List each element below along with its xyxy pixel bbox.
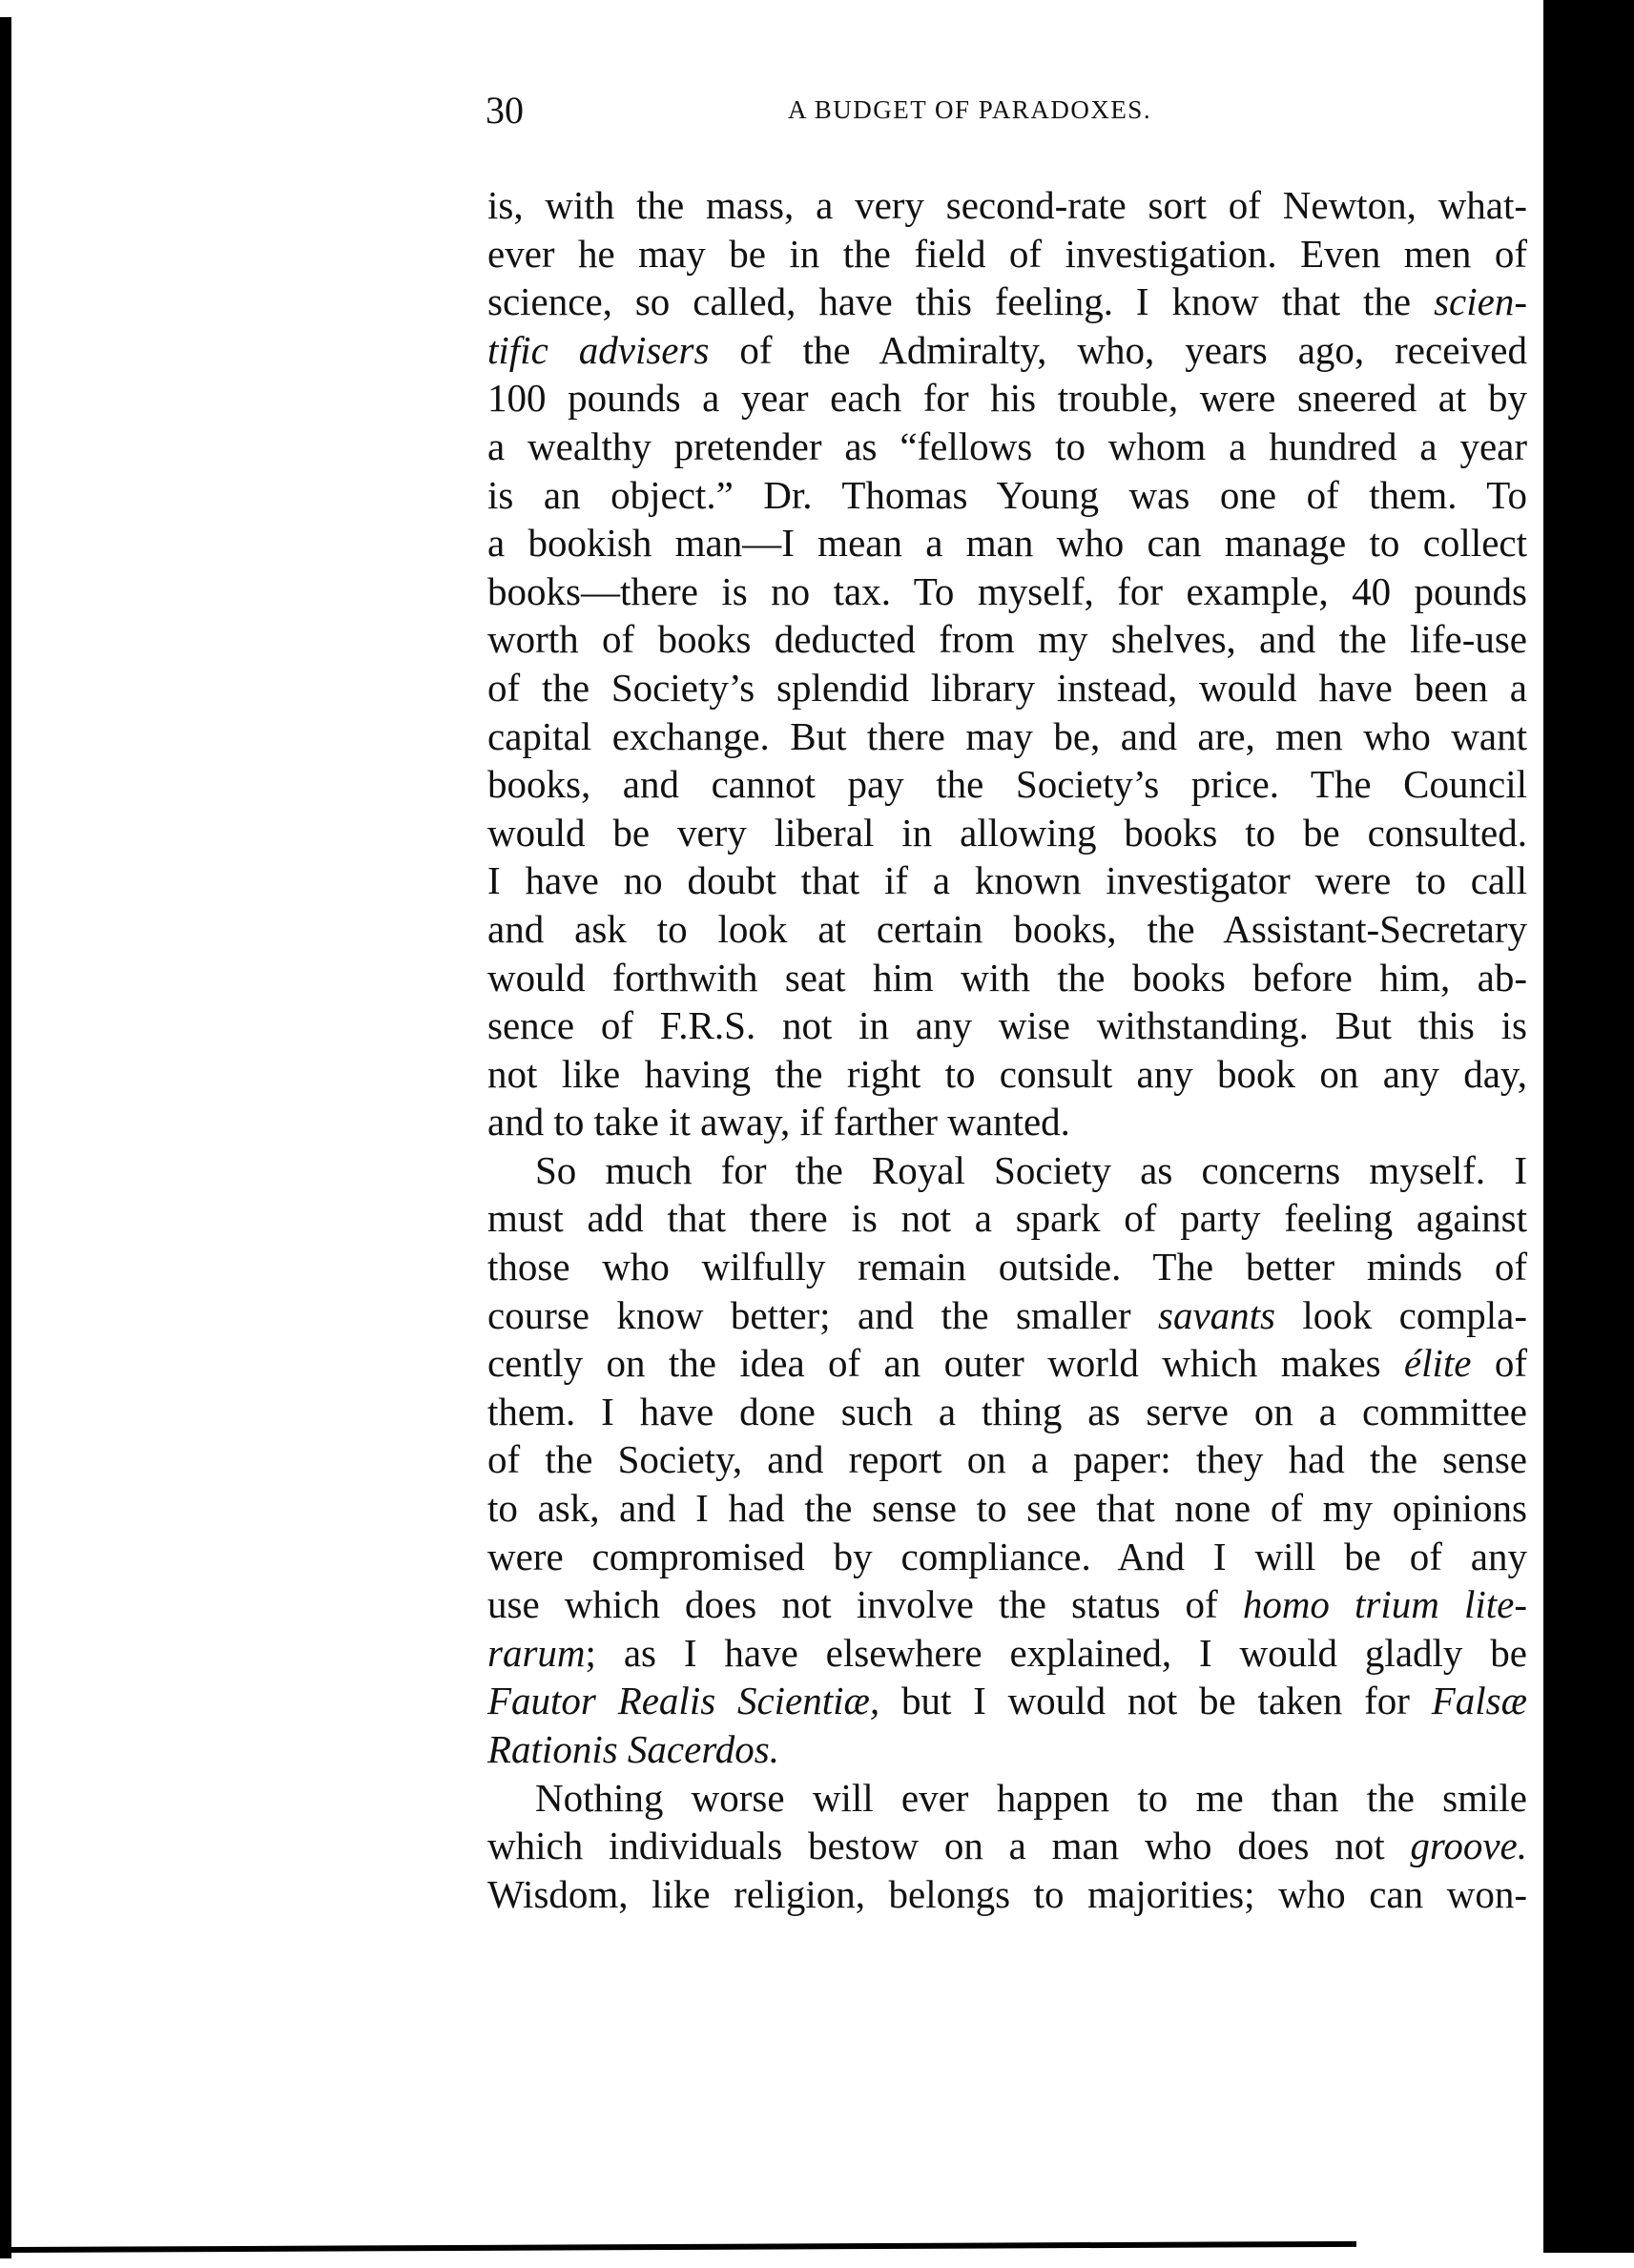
- text-line: [487, 1580, 1527, 1629]
- text-line: [487, 809, 1527, 857]
- italic-text: Rationis Sacerdos.: [487, 1727, 779, 1771]
- text-line: [487, 423, 1527, 471]
- italic-text: groove.: [1410, 1824, 1527, 1868]
- text-segment: were compromised by compliance. And I will be of any: [487, 1534, 1527, 1578]
- text-segment: and to take it away, if farther wanted.: [487, 1100, 1070, 1144]
- text-segment: So much for the Royal Society as concerns myself. I: [535, 1147, 1527, 1192]
- text-segment: of the Society, and report on a paper: they had the sense: [487, 1437, 1527, 1482]
- italic-text: homo trium lite-: [1242, 1582, 1527, 1627]
- italic-text: Fautor Realis Scientiæ,: [487, 1679, 880, 1723]
- text-segment: of: [1471, 1341, 1527, 1386]
- text-segment: is, with the mass, a very second-rate sort of Newton, what-: [487, 183, 1527, 227]
- text-line: [487, 278, 1527, 326]
- text-line: [487, 230, 1527, 278]
- text-segment: 100 pounds a year each for his trouble, were sneered at by: [487, 376, 1527, 421]
- text-line: [487, 519, 1527, 567]
- text-line: [487, 1339, 1527, 1388]
- text-line: [487, 326, 1527, 375]
- text-segment: ever he may be in the field of investigation. Even men of: [487, 231, 1527, 276]
- text-segment: to ask, and I had the sense to see that none of my opinions: [487, 1486, 1527, 1531]
- text-segment: use which does not involve the status of: [487, 1582, 1243, 1627]
- text-segment: and ask to look at certain books, the Assistant-Secretary: [487, 906, 1527, 951]
- scan-edge-right: [1543, 0, 1634, 2253]
- text-line: [487, 1629, 1527, 1678]
- text-segment: of the Society’s splendid library instead, would have been a: [487, 665, 1527, 710]
- text-line: [487, 1388, 1527, 1436]
- page-number: 30: [486, 89, 524, 132]
- text-line: [487, 1822, 1527, 1870]
- text-line: [487, 856, 1527, 905]
- text-line: [487, 1194, 1527, 1243]
- scan-edge-bottom: [11, 2241, 1356, 2253]
- text-line: [487, 1677, 1527, 1725]
- text-segment: books, and cannot pay the Society’s price. The Council: [487, 762, 1527, 807]
- text-line: [487, 374, 1527, 423]
- text-segment: but I would not be taken for: [879, 1679, 1432, 1723]
- italic-text: Falsæ: [1431, 1679, 1527, 1723]
- text-segment: a wealthy pretender as “fellows to whom a hundred a year: [487, 423, 1527, 468]
- text-segment: must add that there is not a spark of party feeling against: [487, 1196, 1527, 1241]
- text-line: [487, 1774, 1527, 1823]
- text-segment: those who wilfully remain outside. The better minds of: [487, 1245, 1527, 1289]
- text-line: [487, 664, 1527, 712]
- text-line: [487, 1484, 1527, 1533]
- italic-text: élite: [1403, 1341, 1472, 1386]
- scan-edge-left: [0, 17, 11, 2258]
- text-segment: course know better; and the smaller: [487, 1292, 1159, 1337]
- text-line: [487, 1435, 1527, 1484]
- text-line: [487, 1050, 1527, 1099]
- text-line: [487, 954, 1527, 1002]
- text-line: [487, 1243, 1527, 1291]
- text-line: [487, 1870, 1527, 1919]
- text-line: [487, 1533, 1527, 1581]
- text-line: [487, 905, 1527, 954]
- text-line: [487, 471, 1527, 520]
- text-line: [487, 615, 1527, 664]
- body-text: [487, 181, 1527, 1918]
- text-segment: cently on the idea of an outer world which makes: [487, 1341, 1404, 1386]
- text-line: [487, 567, 1527, 616]
- text-line: [487, 1291, 1527, 1340]
- text-segment: sence of F.R.S. not in any wise withstanding. But this is: [487, 1003, 1527, 1048]
- text-segment: I have no doubt that if a known investigator were to call: [487, 858, 1527, 903]
- text-segment: Wisdom, like religion, belongs to majorities; who can won-: [487, 1871, 1527, 1916]
- text-line: [487, 1146, 1527, 1195]
- text-segment: them. I have done such a thing as serve on a committee: [487, 1389, 1527, 1433]
- italic-text: rarum: [487, 1630, 586, 1675]
- text-segment: which individuals bestow on a man who does not: [487, 1824, 1411, 1868]
- text-line: [487, 181, 1527, 230]
- text-segment: not like having the right to consult any book on any day,: [487, 1051, 1527, 1096]
- italic-text: tific advisers: [487, 327, 710, 372]
- text-segment: worth of books deducted from my shelves, and the life-use: [487, 617, 1527, 662]
- text-segment: is an object.” Dr. Thomas Young was one of them. To: [487, 472, 1527, 517]
- text-segment: look compla-: [1275, 1292, 1527, 1337]
- text-line: [487, 1001, 1527, 1050]
- text-segment: science, so called, have this feeling. I know that the: [487, 279, 1435, 324]
- text-segment: ; as I have elsewhere explained, I would gladly be: [585, 1630, 1527, 1675]
- text-line: [487, 1098, 1527, 1146]
- text-segment: of the Admiralty, who, years ago, received: [709, 327, 1527, 372]
- text-line: [487, 712, 1527, 761]
- text-line: [487, 1725, 1527, 1774]
- text-segment: would forthwith seat him with the books before him, ab-: [487, 955, 1527, 1000]
- running-title: A BUDGET OF PARADOXES.: [788, 95, 1152, 124]
- text-segment: would be very liberal in allowing books to be consulted.: [487, 810, 1527, 855]
- text-segment: books—there is no tax. To myself, for example, 40 pounds: [487, 568, 1527, 613]
- text-segment: Nothing worse will ever happen to me than the smile: [535, 1775, 1527, 1820]
- italic-text: scien-: [1434, 279, 1527, 324]
- italic-text: savants: [1158, 1292, 1276, 1337]
- text-segment: a bookish man—I mean a man who can manage to collect: [487, 521, 1527, 566]
- text-segment: capital exchange. But there may be, and are, men who want: [487, 713, 1527, 758]
- text-line: [487, 760, 1527, 809]
